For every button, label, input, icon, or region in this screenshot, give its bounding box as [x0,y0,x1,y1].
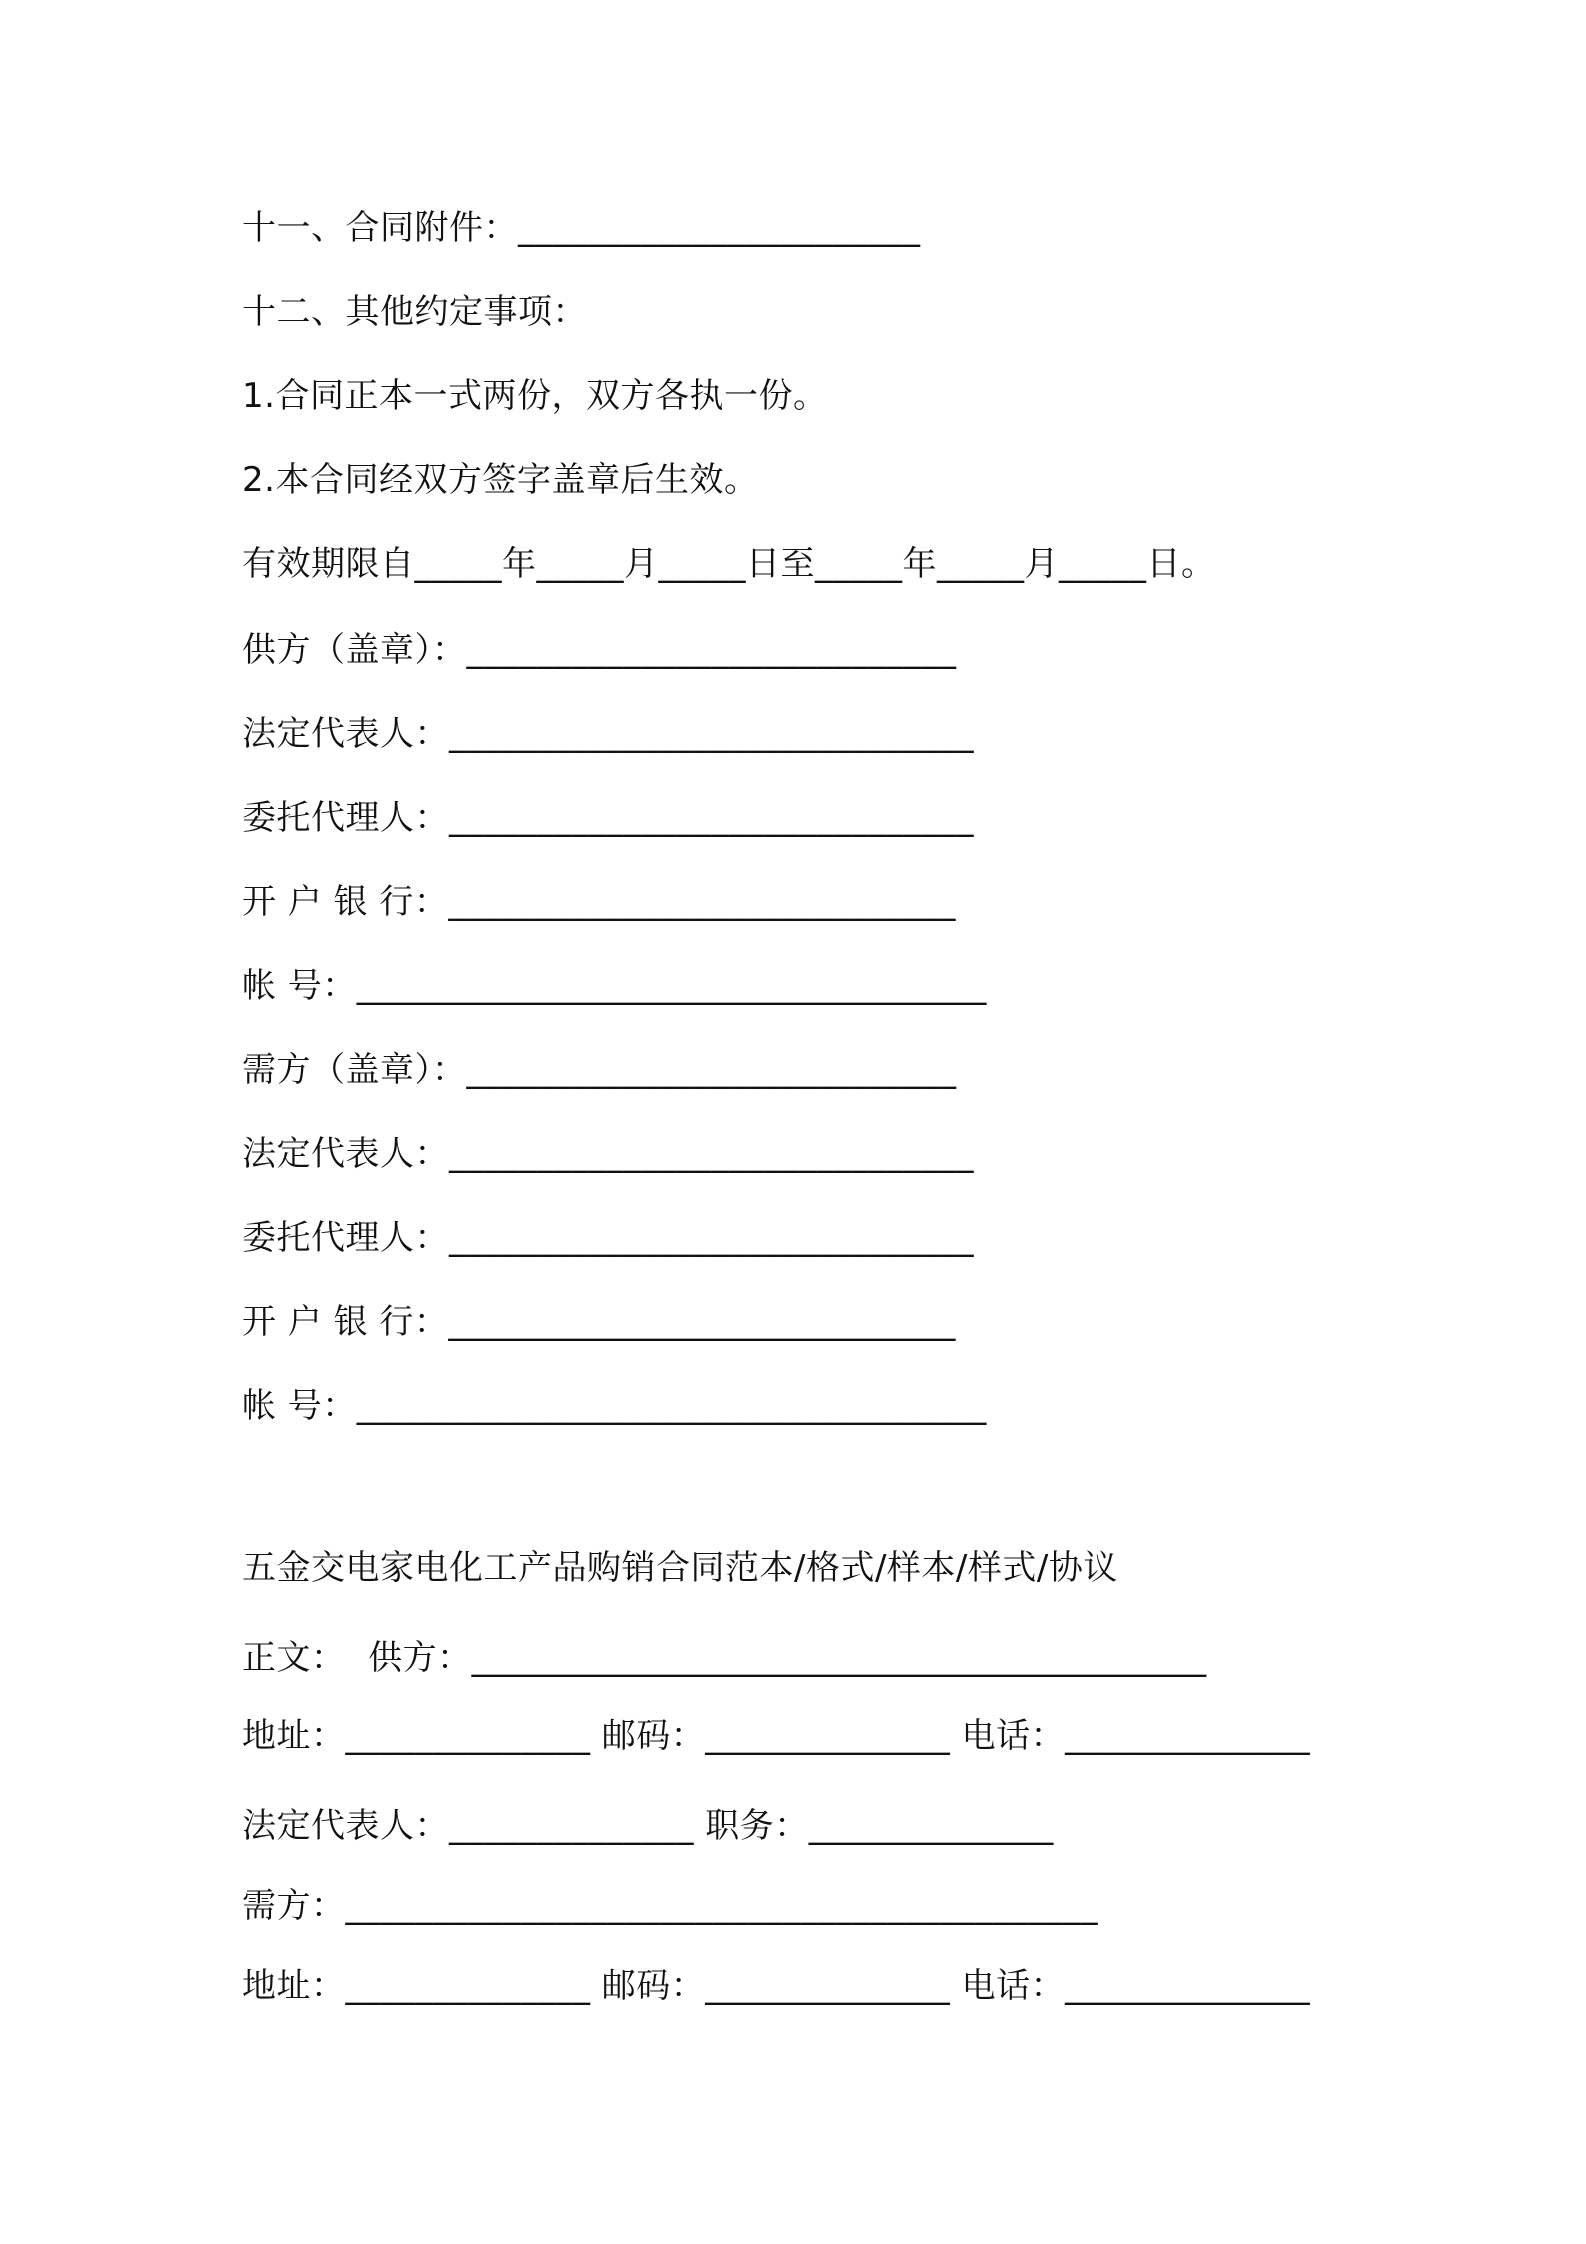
buyer-seal-field: 需方（盖章）：____________________________ [242,1050,957,1090]
supplier-bank-field: 开 户 银 行：_____________________________ [242,882,956,922]
supplier-account-field: 帐 号：____________________________________ [242,966,987,1006]
validity-period: 有效期限自_____年_____月_____日至_____年_____月_____日。 [242,544,1216,584]
buyer-bank-field: 开 户 银 行：_____________________________ [242,1302,956,1342]
clause-11-attachments: 十一、合同附件：_______________________ [242,208,921,248]
clause-12-item-2: 2.本合同经双方签字盖章后生效。 [242,460,759,500]
body-buyer-field: 需方：___________________________________________ [242,1886,1098,1926]
body-supplier-field: 正文： 供方：__________________________________________ [242,1638,1207,1678]
contract-title: 五金交电家电化工产品购销合同范本/格式/样本/样式/协议 [242,1548,1118,1588]
legal-rep-position-row: 法定代表人：______________ 职务：______________ [242,1806,1054,1846]
clause-12-item-1: 1.合同正本一式两份，双方各执一份。 [242,376,828,416]
buyer-agent-field: 委托代理人：______________________________ [242,1218,974,1258]
supplier-agent-field: 委托代理人：______________________________ [242,798,974,838]
supplier-address-row: 地址：______________ 邮码：______________ 电话：______________ [242,1716,1311,1756]
supplier-legal-rep-field: 法定代表人：______________________________ [242,714,974,754]
supplier-seal-field: 供方（盖章）：____________________________ [242,630,957,670]
buyer-address-row: 地址：______________ 邮码：______________ 电话：______________ [242,1966,1311,2006]
clause-12-heading: 十二、其他约定事项： [242,292,587,332]
buyer-account-field: 帐 号：____________________________________ [242,1386,987,1426]
buyer-legal-rep-field: 法定代表人：______________________________ [242,1134,974,1174]
